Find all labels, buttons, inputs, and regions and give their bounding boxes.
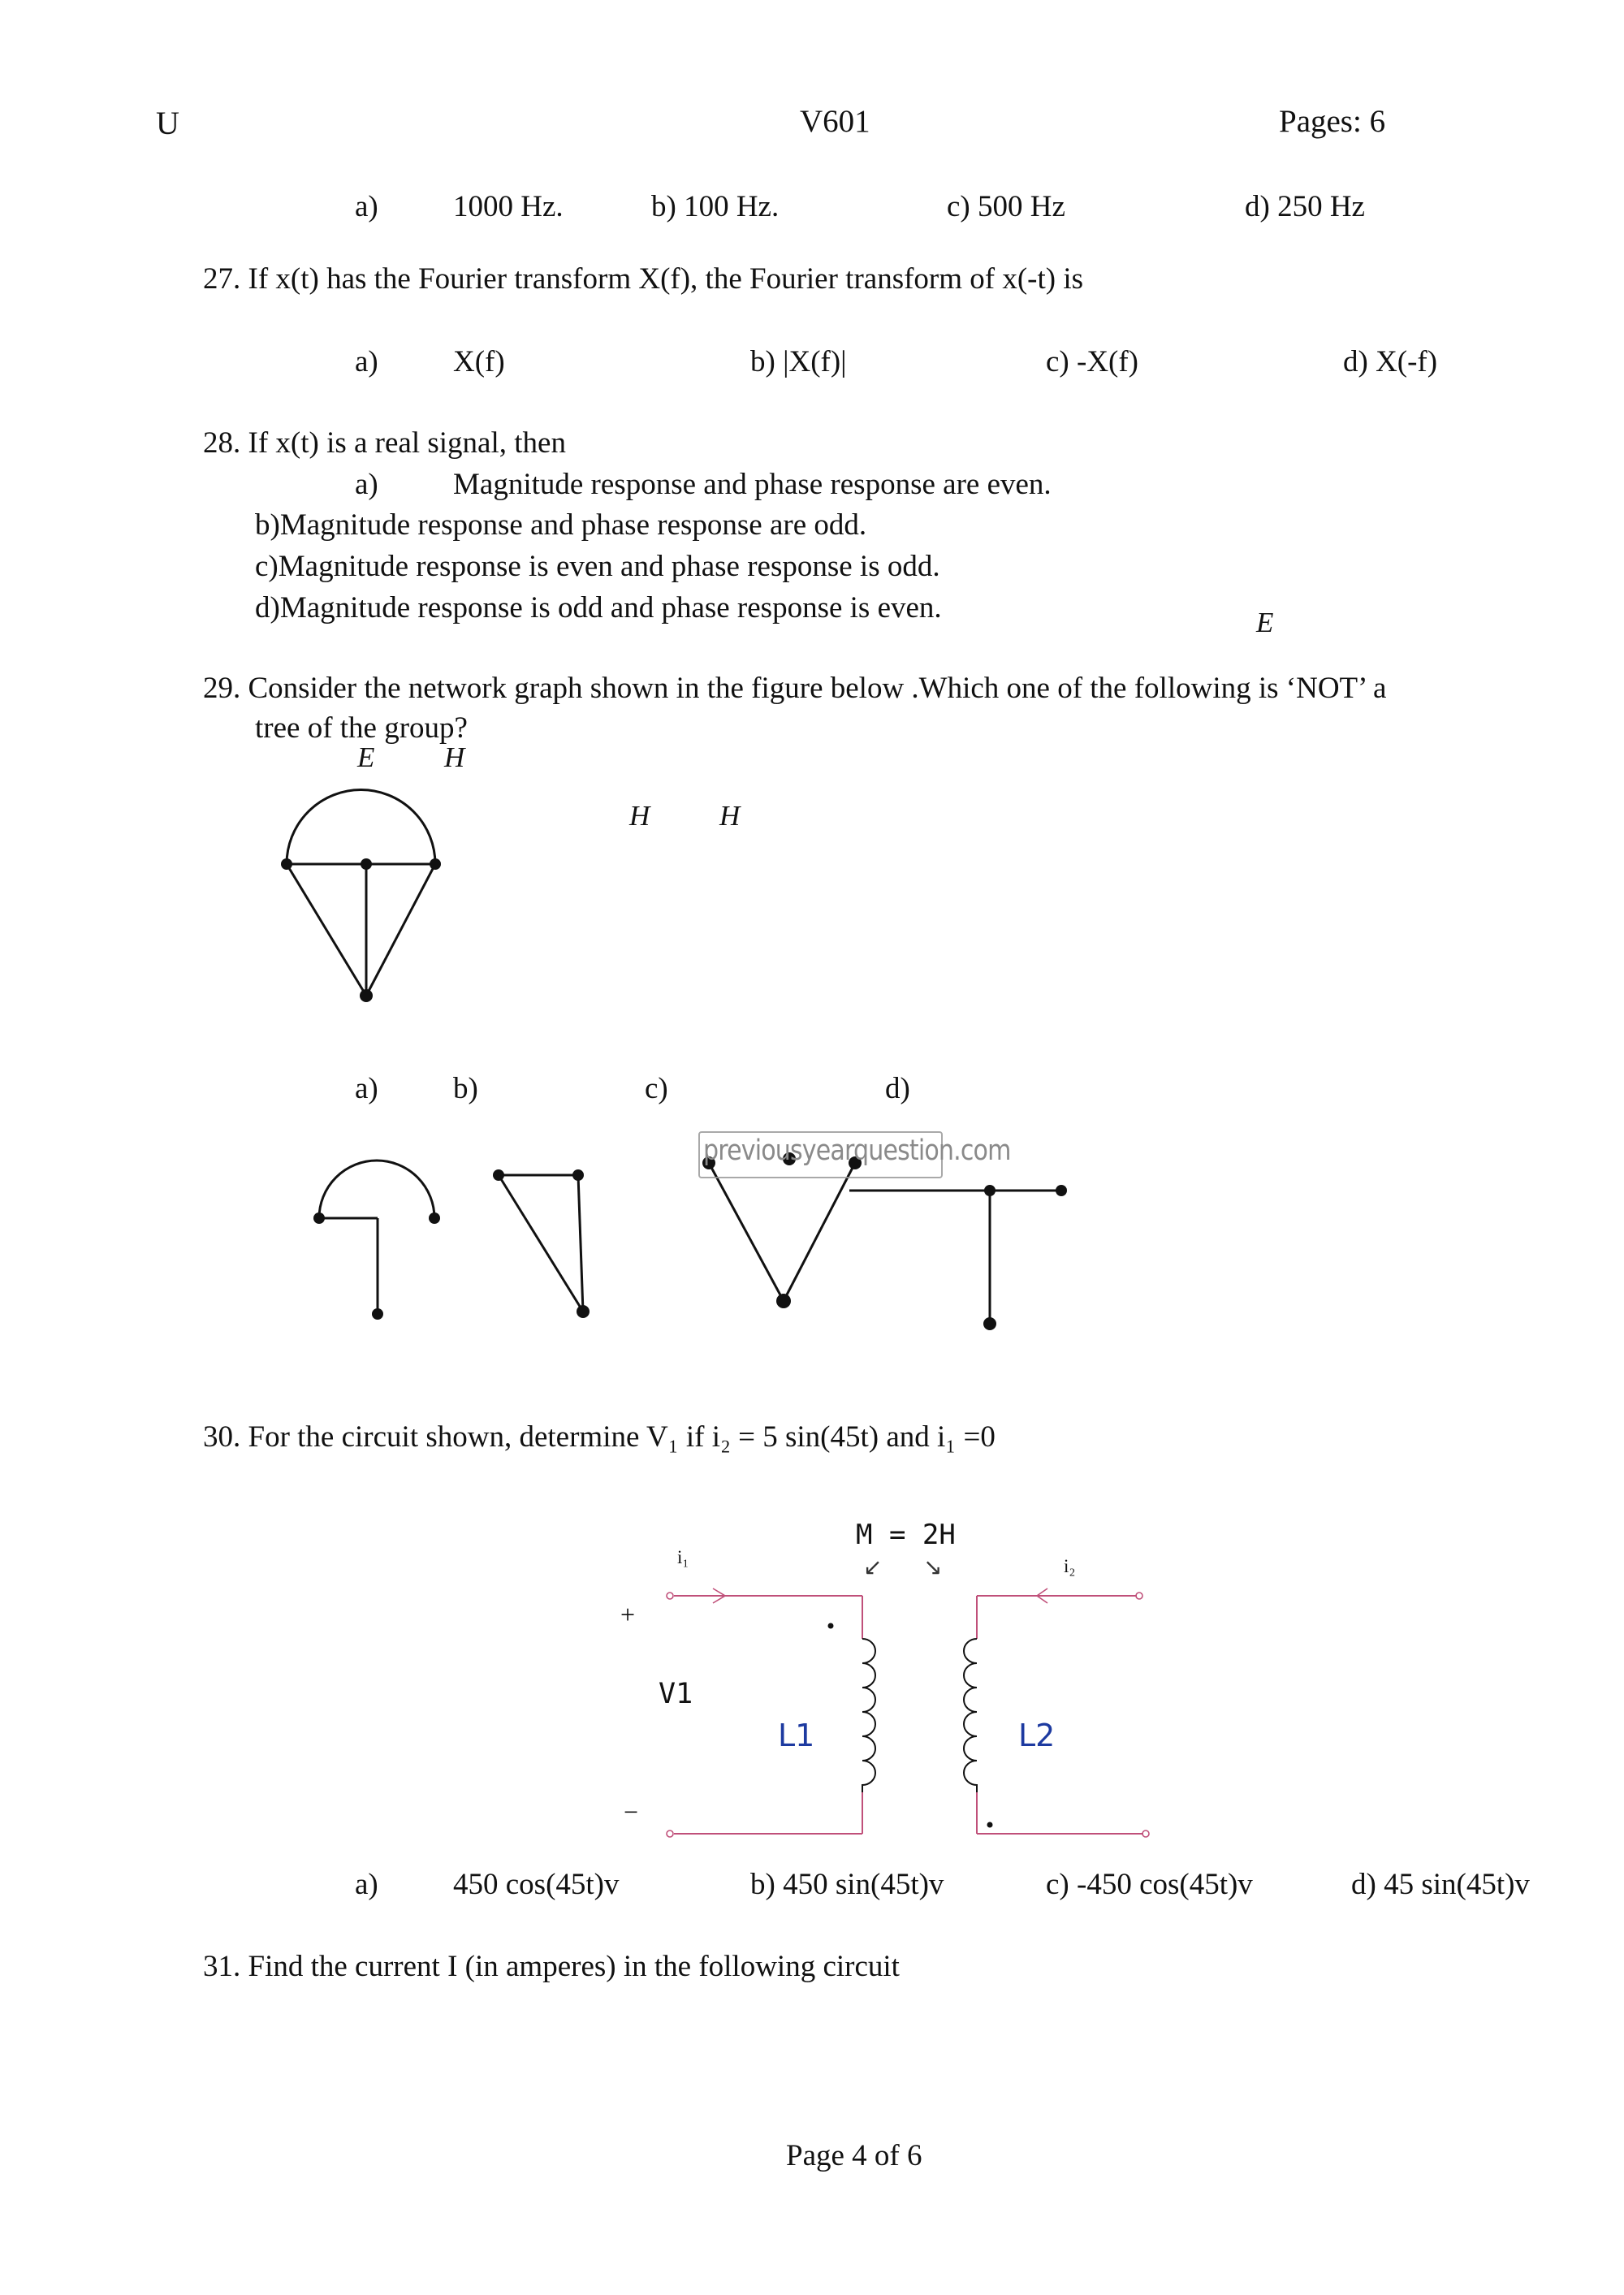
terminal — [1142, 1830, 1149, 1837]
q30-question: 30. For the circuit shown, determine V₁ if i₂ = 5 sin(45t) and i₁ =0 — [203, 1420, 996, 1454]
q26-option-a-label: a) — [355, 190, 378, 223]
q31-question: 31. Find the current I (in amperes) in the following circuit — [203, 1950, 900, 1983]
q27-option-a-label: a) — [355, 345, 378, 378]
voltage-label-v1: V1 — [659, 1678, 693, 1710]
q28-option-d: d)Magnitude response is odd and phase response is even. — [255, 591, 942, 625]
q30-option-c: c) -450 cos(45t)v — [1046, 1868, 1253, 1901]
q29-option-b-label: b) — [453, 1072, 478, 1105]
coupling-arrow-left-icon: ↙ — [863, 1554, 883, 1580]
inductor-label-l1: L1 — [778, 1718, 815, 1753]
dot-marker-l1 — [828, 1623, 834, 1629]
terminal — [1136, 1593, 1142, 1599]
q29-option-c-label: c) — [645, 1072, 668, 1105]
dot-marker-l2 — [987, 1822, 993, 1828]
stray-label-h: H — [719, 800, 741, 832]
q28-option-a-label: a) — [355, 468, 378, 501]
watermark-text: previousyearquestion.com — [703, 1135, 1011, 1167]
q29-question-line1: 29. Consider the network graph shown in the figure below .Which one of the following is ‘NOT’ a — [203, 672, 1387, 705]
header-left: U — [156, 105, 179, 141]
page-number: Page 4 of 6 — [786, 2139, 922, 2172]
q28-option-c: c)Magnitude response is even and phase response is odd. — [255, 550, 940, 583]
q28-question: 28. If x(t) is a real signal, then — [203, 426, 566, 460]
current-label-i2: i₂ — [1064, 1556, 1076, 1576]
terminal — [667, 1830, 673, 1837]
polarity-plus: + — [620, 1600, 636, 1629]
q27-option-a: X(f) — [453, 345, 505, 378]
stray-label-h: H — [444, 741, 465, 773]
q30-option-d: d) 45 sin(45t)v — [1351, 1868, 1530, 1901]
q26-option-c: c) 500 Hz — [947, 190, 1065, 223]
q27-option-d: d) X(-f) — [1343, 345, 1438, 378]
q28-option-b: b)Magnitude response and phase response are odd. — [255, 508, 867, 542]
q27-question: 27. If x(t) has the Fourier transform X(f), the Fourier transform of x(-t) is — [203, 262, 1084, 296]
inductor-l1-coil — [862, 1639, 875, 1792]
header-pages: Pages: 6 — [1279, 104, 1386, 139]
inductor-label-l2: L2 — [1018, 1718, 1056, 1753]
q28-option-a: Magnitude response and phase response are even. — [453, 468, 1052, 501]
polarity-minus: − — [624, 1797, 639, 1826]
q27-option-c: c) -X(f) — [1046, 345, 1138, 378]
inductor-l2-coil — [964, 1639, 977, 1792]
q26-option-a: 1000 Hz. — [453, 190, 564, 223]
q29-question-line2: tree of the group? — [255, 711, 468, 745]
q26-option-b: b) 100 Hz. — [651, 190, 780, 223]
q26-option-d: d) 250 Hz — [1245, 190, 1365, 223]
stray-label-e: E — [357, 741, 375, 773]
q27-option-b: b) |X(f)| — [750, 345, 847, 378]
stray-label-e: E — [1256, 607, 1274, 638]
q30-option-a-label: a) — [355, 1868, 378, 1901]
q29-option-d-label: d) — [885, 1072, 910, 1105]
stray-label-h: H — [629, 800, 650, 832]
q29-option-a-label: a) — [355, 1072, 378, 1105]
header-code: V601 — [800, 104, 870, 139]
current-label-i1: i₁ — [677, 1547, 689, 1567]
q30-option-b: b) 450 sin(45t)v — [750, 1868, 944, 1901]
q30-option-a: 450 cos(45t)v — [453, 1868, 620, 1901]
coupling-arrow-right-icon: ↘ — [923, 1554, 943, 1580]
terminal — [667, 1593, 673, 1599]
mutual-inductance-label: M = 2H — [856, 1519, 956, 1551]
